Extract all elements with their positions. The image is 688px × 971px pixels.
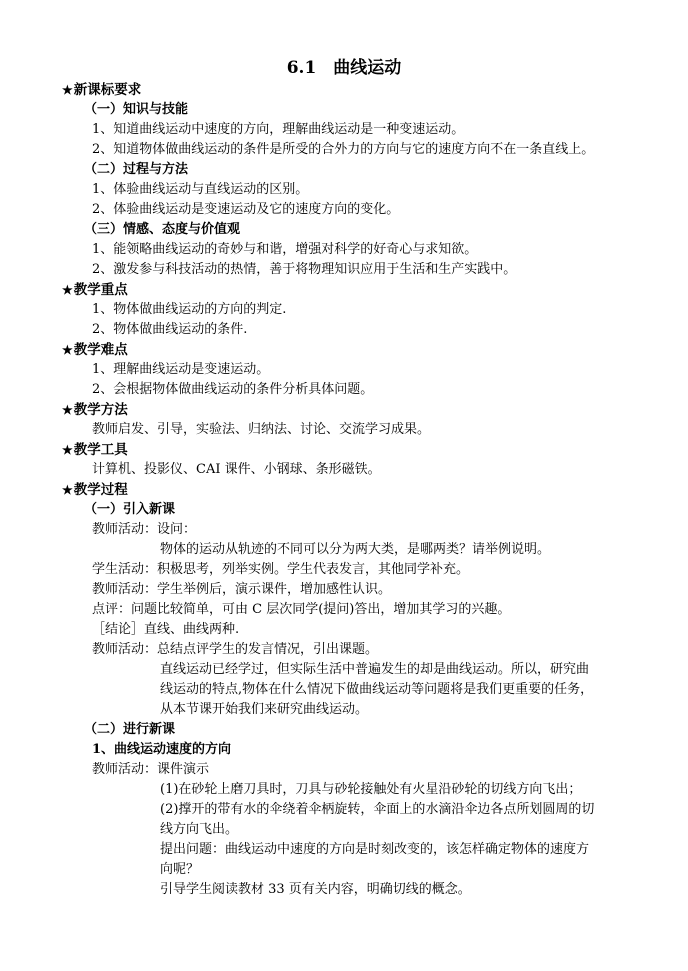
paragraph-line: 提出问题：曲线运动中速度的方向是时刻改变的，该怎样确定物体的速度方 — [160, 842, 590, 857]
star-icon: ★ — [62, 443, 73, 457]
list-item: 2、体验曲线运动是变速运动及它的速度方向的变化。 — [92, 202, 400, 217]
section-heading-process: ★教学过程 — [62, 482, 128, 498]
star-icon: ★ — [62, 403, 73, 417]
paragraph-line: 向呢？ — [160, 862, 200, 877]
list-item: 2、激发参与科技活动的热情，善于将物理知识应用于生活和生产实践中。 — [92, 262, 517, 277]
subheading-new-lesson: （二）进行新课 — [84, 722, 176, 737]
paragraph-line: (1)在砂轮上磨刀具时，刀具与砂轮接触处有火星沿砂轮的切线方向飞出； — [160, 782, 582, 797]
section-heading-key-points: ★教学重点 — [62, 282, 128, 298]
paragraph-line: 点评：问题比较简单，可由 C 层次同学(提问)答出，增加其学习的兴趣。 — [92, 602, 511, 617]
star-icon: ★ — [62, 483, 73, 497]
list-item: 1、理解曲线运动是变速运动。 — [92, 362, 270, 377]
paragraph-line: 学生活动：积极思考，列举实例。学生代表发言，其他同学补充。 — [92, 562, 470, 577]
star-icon: ★ — [62, 283, 73, 297]
paragraph-line: 教师活动：课件演示 — [92, 762, 210, 777]
list-item: 1、物体做曲线运动的方向的判定. — [92, 302, 287, 317]
paragraph-line: 物体的运动从轨迹的不同可以分为两大类，是哪两类？请举例说明。 — [160, 542, 551, 557]
paragraph-line: 教师活动：设问： — [92, 522, 197, 537]
paragraph-line: 从本节课开始我们来研究曲线运动。 — [160, 702, 369, 717]
list-item: 2、物体做曲线运动的条件. — [92, 322, 248, 337]
paragraph-line: 线运动的特点,物体在什么情况下做曲线运动等问题将是我们更重要的任务， — [160, 682, 594, 697]
section-heading-standards: ★新课标要求 — [62, 82, 142, 98]
page-title: 6.1 曲线运动 — [286, 58, 402, 78]
star-icon: ★ — [62, 83, 73, 97]
paragraph-line: (2)撑开的带有水的伞绕着伞柄旋转，伞面上的水滴沿伞边各点所划圆周的切 — [160, 802, 595, 817]
paragraph-line: 线方向飞出。 — [160, 822, 239, 837]
star-icon: ★ — [62, 343, 73, 357]
paragraph-line: 引导学生阅读教材 33 页有关内容，明确切线的概念。 — [160, 882, 471, 897]
section-heading-tools: ★教学工具 — [62, 442, 128, 458]
list-item: 1、知道曲线运动中速度的方向，理解曲线运动是一种变速运动。 — [92, 122, 465, 137]
list-item: 2、知道物体做曲线运动的条件是所受的合外力的方向与它的速度方向不在一条直线上。 — [92, 142, 595, 157]
tools-text: 计算机、投影仪、CAI 课件、小钢球、条形磁铁。 — [92, 462, 381, 477]
paragraph-line: 教师活动：学生举例后，演示课件，增加感性认识。 — [92, 582, 392, 597]
methods-text: 教师启发、引导，实验法、归纳法、讨论、交流学习成果。 — [92, 422, 431, 437]
paragraph-line: 教师活动：总结点评学生的发言情况，引出课题。 — [92, 642, 379, 657]
section-heading-difficulties: ★教学难点 — [62, 342, 128, 358]
subheading-intro: （一）引入新课 — [84, 502, 176, 517]
subheading-process-methods: （二）过程与方法 — [84, 162, 189, 177]
section-heading-methods: ★教学方法 — [62, 402, 128, 418]
list-item: 2、会根据物体做曲线运动的条件分析具体问题。 — [92, 382, 374, 397]
list-item: 1、能领略曲线运动的奇妙与和谐，增强对科学的好奇心与求知欲。 — [92, 242, 478, 257]
paragraph-line: ［结论］直线、曲线两种. — [92, 622, 240, 637]
subheading-velocity-direction: 1、曲线运动速度的方向 — [92, 742, 232, 757]
subheading-emotion-values: （三）情感、态度与价值观 — [84, 222, 241, 237]
subheading-knowledge-skills: （一）知识与技能 — [84, 102, 189, 117]
list-item: 1、体验曲线运动与直线运动的区别。 — [92, 182, 309, 197]
paragraph-line: 直线运动已经学过，但实际生活中普遍发生的却是曲线运动。所以，研究曲 — [160, 662, 590, 677]
